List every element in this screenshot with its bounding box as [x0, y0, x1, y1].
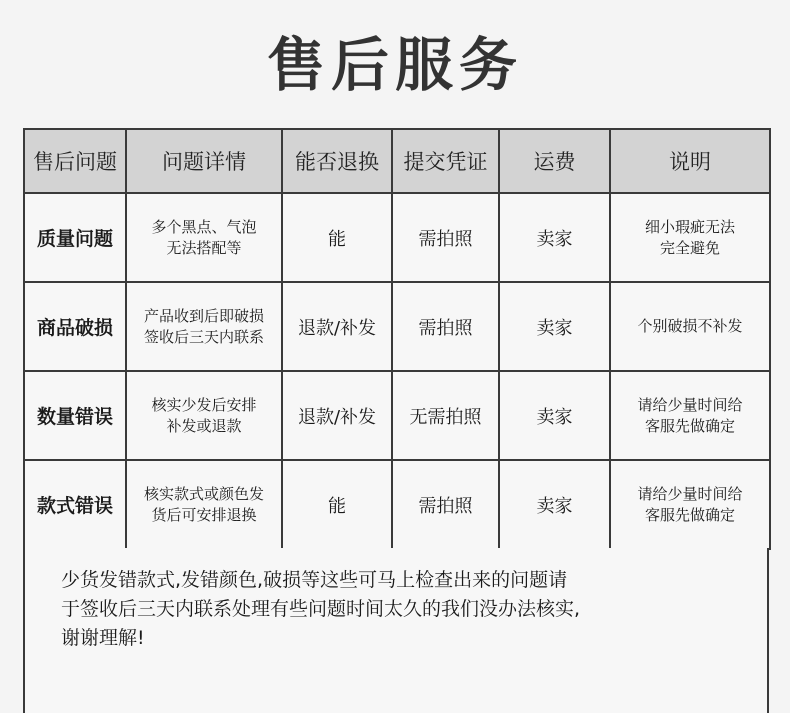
row-returnable: 能 [282, 460, 392, 549]
header-detail: 问题详情 [126, 129, 282, 193]
header-shipping: 运费 [499, 129, 610, 193]
header-issue: 售后问题 [24, 129, 126, 193]
notice-line: 于签收后三天内联系处理有些问题时间太久的我们没办法核实, [61, 598, 581, 620]
header-returnable: 能否退换 [282, 129, 392, 193]
row-proof: 需拍照 [392, 460, 499, 549]
note-line: 完全避免 [659, 238, 720, 257]
detail-line: 无法搭配等 [166, 238, 242, 257]
row-detail [126, 282, 282, 371]
table-row [24, 193, 770, 282]
row-note [610, 460, 770, 549]
detail-line: 核实少发后安排 [151, 395, 257, 414]
row-detail [126, 371, 282, 460]
row-shipping: 卖家 [499, 193, 610, 282]
row-shipping: 卖家 [499, 282, 610, 371]
row-returnable: 退款/补发 [282, 282, 392, 371]
note-line: 客服先做确定 [644, 416, 735, 435]
header-proof: 提交凭证 [392, 129, 499, 193]
table-row [24, 460, 770, 549]
row-issue: 数量错误 [24, 371, 126, 460]
row-detail [126, 193, 282, 282]
detail-line: 补发或退款 [166, 416, 242, 435]
table-row [24, 282, 770, 371]
row-note [610, 282, 770, 371]
row-detail [126, 460, 282, 549]
note-line: 客服先做确定 [644, 505, 735, 524]
note-line: 细小瑕疵无法 [644, 217, 735, 236]
notice-line: 谢谢理解! [61, 627, 145, 649]
after-sales-notice [23, 548, 769, 713]
row-returnable: 退款/补发 [282, 371, 392, 460]
row-proof: 无需拍照 [392, 371, 499, 460]
row-issue: 商品破损 [24, 282, 126, 371]
table-row [24, 371, 770, 460]
row-issue: 质量问题 [24, 193, 126, 282]
detail-line: 产品收到后即破损 [143, 306, 264, 325]
page-title: 售后服务 [266, 31, 523, 99]
row-note [610, 193, 770, 282]
note-line: 请给少量时间给 [637, 395, 743, 414]
detail-line: 多个黑点、气泡 [151, 217, 257, 236]
notice-line: 少货发错款式,发错颜色,破损等这些可马上检查出来的问题请 [61, 569, 568, 591]
row-note [610, 371, 770, 460]
row-proof: 需拍照 [392, 193, 499, 282]
note-line: 请给少量时间给 [637, 484, 743, 503]
table-header-row [24, 129, 770, 193]
note-line: 个别破损不补发 [637, 317, 743, 335]
after-sales-table [23, 128, 771, 550]
row-shipping: 卖家 [499, 371, 610, 460]
detail-line: 核实款式或颜色发 [143, 484, 264, 503]
row-issue: 款式错误 [24, 460, 126, 549]
header-note: 说明 [610, 129, 770, 193]
detail-line: 签收后三天内联系 [143, 327, 264, 346]
row-shipping: 卖家 [499, 460, 610, 549]
row-returnable: 能 [282, 193, 392, 282]
detail-line: 货后可安排退换 [151, 505, 257, 524]
row-proof: 需拍照 [392, 282, 499, 371]
